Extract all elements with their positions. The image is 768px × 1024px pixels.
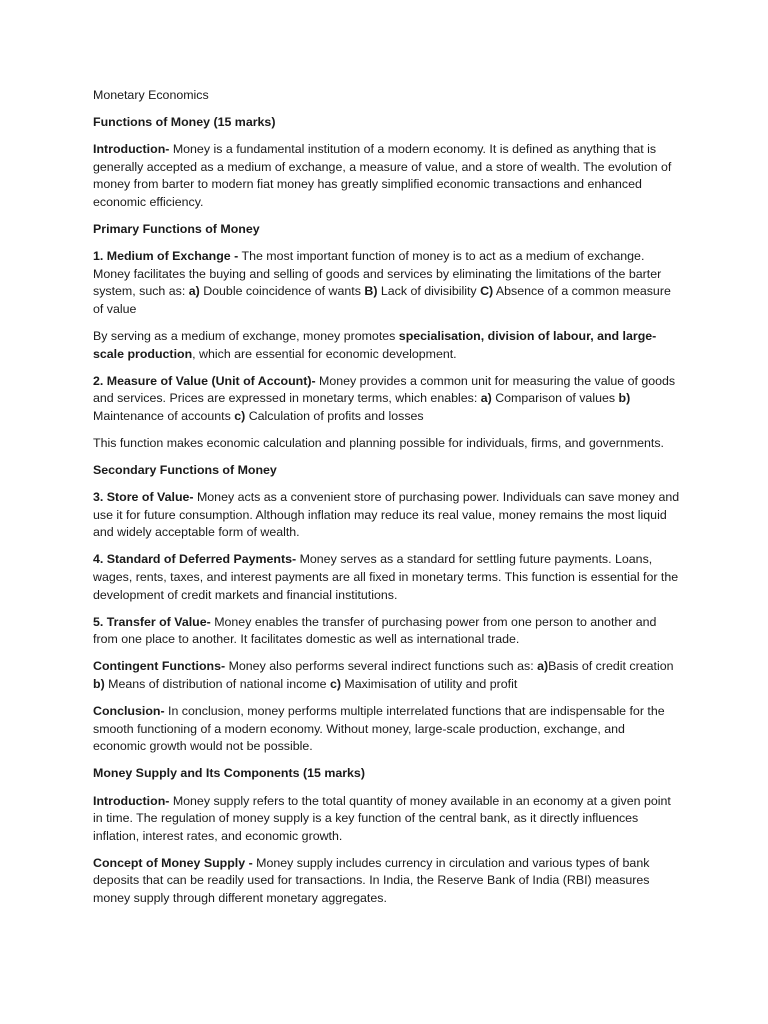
introduction-text: Money is a fundamental institution of a modern economy. It is defined as anything that is generally accepted as a medium of exchange, a measure of value, and a store of wealth. The evolution of money from barter to modern fiat money has greatly simplified economic transactions and enhanced economic efficiency. — [93, 142, 672, 209]
list-marker-b: b) — [93, 677, 105, 692]
deferred-payments-paragraph — [93, 551, 680, 604]
contingent-functions-paragraph — [93, 658, 680, 693]
conclusion-paragraph — [93, 703, 680, 756]
medium-of-exchange-paragraph — [93, 248, 680, 318]
section-heading-money-supply: Money Supply and Its Components (15 marks) — [93, 766, 365, 781]
deferred-payments-text: Money serves as a standard for settling future payments. Loans, wages, rents, taxes, and interest payments are all fixed in monetary terms. This function is essential for the development of credit markets and financial institutions. — [93, 552, 679, 602]
medium-of-exchange-text: The most important function of money is to act as a medium of exchange. Money facilitates the buying and selling of goods and services by eliminating the limitations of the barter system, such as: — [93, 249, 662, 299]
specialisation-text-pre: By serving as a medium of exchange, money promotes — [93, 329, 399, 344]
list-marker-b: B) — [364, 284, 378, 299]
introduction-paragraph — [93, 141, 680, 211]
document-title: Monetary Economics — [93, 88, 209, 102]
contingent-functions-label: Contingent Functions- — [93, 659, 226, 674]
transfer-of-value-label: 5. Transfer of Value- — [93, 614, 211, 629]
subheading-primary-functions: Primary Functions of Money — [93, 222, 260, 237]
list-marker-a: a) — [188, 284, 200, 299]
store-of-value-text: Money acts as a convenient store of purchasing power. Individuals can save money and use it for future consumption. Although inflation may reduce its real value, money remains the most liquid and widely acceptable form of wealth. — [93, 490, 680, 540]
introduction-label: Introduction- — [93, 142, 170, 157]
list-marker-b: b) — [618, 391, 631, 406]
specialisation-paragraph — [93, 328, 680, 363]
concept-of-money-supply-paragraph — [93, 855, 680, 908]
measure-of-value-paragraph — [93, 373, 680, 426]
list-marker-c: c) — [329, 677, 341, 692]
list-item-a: Basis of credit creation — [548, 659, 674, 674]
conclusion-text: In conclusion, money performs multiple interrelated functions that are indispensable for the smooth functioning of a modern economy. Without money, large-scale production, exchange, and economic growth would not be possible. — [93, 704, 665, 754]
specialisation-emphasis: specialisation, division of labour, and large-scale production — [93, 329, 657, 361]
store-of-value-paragraph — [93, 489, 680, 542]
list-item-c: Calculation of profits and losses — [245, 408, 424, 423]
list-item-c: Absence of a common measure of value — [93, 284, 671, 316]
list-item-b: Maintenance of accounts — [93, 408, 235, 423]
contingent-functions-text: Money also performs several indirect functions such as: — [225, 659, 538, 674]
transfer-of-value-paragraph — [93, 614, 680, 649]
list-marker-c: c) — [234, 408, 246, 423]
section-heading-functions-of-money: Functions of Money (15 marks) — [93, 115, 276, 130]
money-supply-introduction-paragraph — [93, 793, 680, 846]
list-item-b: Means of distribution of national income — [104, 677, 330, 692]
transfer-of-value-text: Money enables the transfer of purchasing power from one person to another and from one place to another. It facilitates domestic as well as international trade. — [93, 614, 657, 647]
list-item-b: Lack of divisibility — [377, 284, 481, 299]
measure-of-value-label: 2. Measure of Value (Unit of Account)- — [93, 373, 316, 388]
list-item-a: Comparison of values — [491, 391, 619, 406]
measure-note-paragraph: This function makes economic calculation and planning possible for individuals, firms, and governments. — [93, 436, 664, 450]
concept-of-money-supply-label: Concept of Money Supply - — [93, 855, 253, 870]
conclusion-label: Conclusion- — [93, 704, 165, 719]
measure-of-value-text: Money provides a common unit for measuring the value of goods and services. Prices are expressed in monetary terms, which enables: — [93, 373, 676, 406]
store-of-value-label: 3. Store of Value- — [93, 490, 194, 505]
list-marker-c: C) — [480, 284, 494, 299]
list-item-c: Maximisation of utility and profit — [340, 677, 518, 692]
medium-of-exchange-label: 1. Medium of Exchange - — [93, 249, 239, 264]
list-marker-a: a) — [537, 659, 549, 674]
concept-of-money-supply-text: Money supply includes currency in circulation and various types of bank deposits that can be readily used for transactions. In India, the Reserve Bank of India (RBI) measures money supply through different monetary aggregates. — [93, 855, 650, 905]
deferred-payments-label: 4. Standard of Deferred Payments- — [93, 552, 297, 567]
money-supply-introduction-text: Money supply refers to the total quantity of money available in an economy at a given point in time. The regulation of money supply is a key function of the central bank, as it directly influences inflation, interest rates, and economic growth. — [93, 793, 671, 843]
list-marker-a: a) — [480, 391, 492, 406]
specialisation-text-post: , which are essential for economic development. — [192, 346, 457, 361]
list-item-a: Double coincidence of wants — [199, 284, 365, 299]
subheading-secondary-functions: Secondary Functions of Money — [93, 463, 277, 478]
money-supply-introduction-label: Introduction- — [93, 793, 170, 808]
